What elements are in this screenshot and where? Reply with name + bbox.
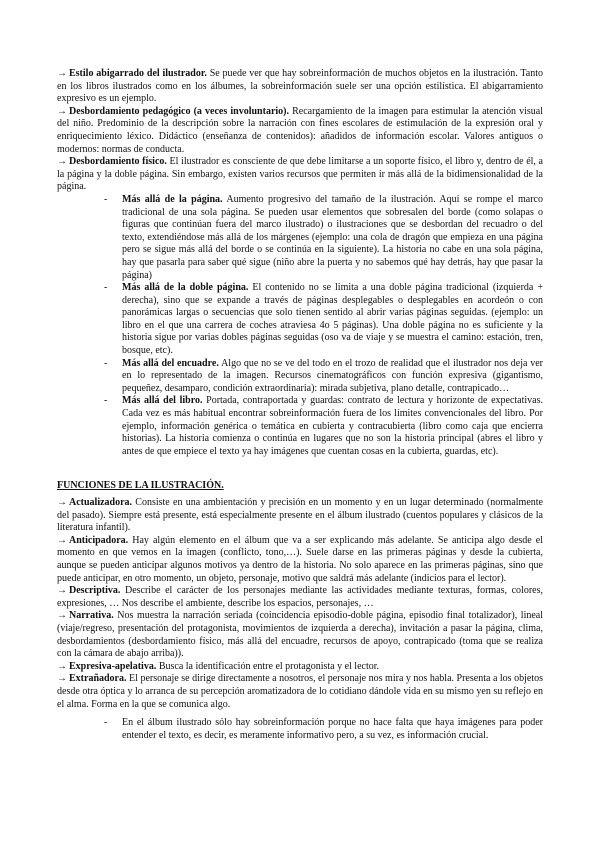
- paragraph-descriptiva: [57, 585, 543, 610]
- paragraph-title: Expresiva-apelativa.: [69, 660, 157, 672]
- list-item: [122, 282, 543, 358]
- paragraph-desbordamiento-pedagogico: [57, 106, 543, 156]
- arrow-icon: →: [57, 585, 67, 597]
- list-item-title: Más allá del libro.: [122, 395, 203, 407]
- paragraph-text: El ilustrador es consciente de que debe limitarse a un soporte físico, el libro y, dentro de él, a la página y la doble página. Sin embargo, existen varios recursos que permiten ir más allá de la bidimensionalidad de la página.: [57, 156, 543, 193]
- section-heading: [57, 480, 543, 493]
- paragraph-text: Nos muestra la narración seriada (coincidencia episodio-doble página, episodio final totalizador), lineal (viaje/regreso, presentación del protagonista, movimientos de izquierda a derecha), invitación a pasar la página, clima, desbordamientos (desbordamiento físico, más allá del encuadre, recursos de apoyo, contrapicado (toma que se realiza con la cámara de abajo arriba)).: [57, 610, 543, 660]
- paragraph-title: Extrañadora.: [69, 673, 127, 685]
- paragraph-text: Recargamiento de la imagen para estimular la atención visual del niño. Predominio de la descripción sobre la narración con fines escolares de estimulación de la expresión oral y enriquecimiento léxico. Didáctico (enseñanza de contenidos): añadidos de información escolar. Valores antiguos o modernos: normas de conducta.: [57, 105, 543, 155]
- paragraph-title: Descriptiva.: [69, 585, 121, 597]
- list-item-title: Más allá del encuadre.: [122, 357, 219, 369]
- extranadora-list: [57, 717, 543, 742]
- arrow-icon: →: [57, 660, 67, 672]
- list-item-title: Más allá de la doble página.: [122, 282, 249, 294]
- paragraph-title: Desbordamiento pedagógico (a veces involuntario).: [69, 105, 289, 117]
- paragraph-text: Busca la identificación entre el protagonista y el lector.: [156, 660, 380, 672]
- paragraph-desbordamiento-fisico: [57, 156, 543, 194]
- arrow-icon: →: [57, 68, 67, 79]
- paragraph-title: Estilo abigarrado del ilustrador.: [69, 68, 207, 79]
- arrow-icon: →: [57, 673, 67, 685]
- list-item-title: Más allá de la página.: [122, 193, 223, 205]
- paragraph-text: Describe el carácter de los personajes mediante las actividades mediante texturas, formas, colores, expresiones, … Nos describe el ambiente, describe los espacios, personajes, …: [57, 585, 543, 609]
- arrow-icon: →: [57, 105, 67, 117]
- paragraph-narrativa: [57, 610, 543, 660]
- list-item-text: En el álbum ilustrado sólo hay sobreinformación porque no hace falta que haya imágenes para poder entender el texto, es decir, es meramente informativo pero, a su vez, es información crucial.: [122, 717, 543, 741]
- list-item: [122, 395, 543, 458]
- list-item: [122, 358, 543, 396]
- desbordamiento-list: [57, 194, 543, 458]
- paragraph-text: Hay algún elemento en el álbum que va a ser explicando más adelante. Se anticipa algo desde el momento en que vemos en la imagen (conflicto, tono,…). Suele darse en las primeras páginas y desde la cubierta, aunque se pueden anticipar algunos motivos ya dentro de la historia. No solo aparece en las primeras páginas, sino que puede anticipar, en otro momento, un objeto, personaje, motivo que saldrá más adelante (indicios para el lector).: [57, 534, 543, 584]
- arrow-icon: →: [57, 534, 67, 546]
- list-item-text: El contenido no se limita a una doble página tradicional (izquierda + derecha), sino que se expande a través de páginas desplegables o desplegables en acordeón o con panorámicas largas o secuencias que solo tienen sentido al abrir varias páginas seguidas. (ejemplo: un libro en el que una carrera de coches atraviesa 4o 5 páginas). Una doble página no es suficiente y la historia sigue por varias dobles páginas seguidas (oso va de viaje y se muestra el camino: estación, tren, bosque, etc).: [122, 282, 543, 357]
- paragraph-title: Narrativa.: [69, 610, 114, 622]
- list-item: [122, 717, 543, 742]
- paragraph-text: El personaje se dirige directamente a nosotros, el personaje nos mira y nos habla. Presenta a los objetos desde otra óptica y lo arranca de su percepción aromatizadora de lo cotidiano dándole vida en su mismo yen su reflejo en el alma. Forma en la que se comunica algo.: [57, 673, 543, 710]
- list-item-text: Aumento progresivo del tamaño de la ilustración. Aquí se rompe el marco tradicional de una sola página. Se pueden usar elementos que sobresalen del borde (como solapas o figuras que continúan fuera del marco ilustrado) o ilustraciones que se desbordan del recuadro o del texto, extendiéndose más allá de los márgenes (ejemplo: una cola de dragón que empieza en una página pero se sigue más allá del borde o se continúa en la siguiente). La historia no cabe en una sola página, hay que pasarla para saber qué sigue (niño abre la puerta y no sabemos qué hay detrás, hay que pasar la página): [122, 193, 543, 281]
- list-item: [122, 194, 543, 282]
- paragraph-estilo-abigarrado: [57, 68, 543, 106]
- paragraph-actualizadora: [57, 497, 543, 535]
- section-title: FUNCIONES DE LA ILUSTRACIÓN.: [57, 480, 224, 492]
- arrow-icon: →: [57, 610, 67, 622]
- list-item-text: Portada, contraportada y guardas: contrato de lectura y horizonte de expectativas. Cada vez es más habitual encontrar sobreinformación fuera de los límites convencionales del libro. Por ejemplo, información genérica o temática en cubierta y contracubierta (libro como caja que encierra historias). La historia comienza o continúa en lugares que no son la historia principal (abres el libro y antes de que empiece el texto ya hay imágenes que cuentan cosas en la cubierta, guardas, etc).: [122, 395, 544, 457]
- paragraph-extranadora: [57, 673, 543, 711]
- paragraph-text: Se puede ver que hay sobreinformación de muchos objetos en la ilustración. Tanto en los libros ilustrados como en los álbumes, la sobreinformación suele ser una opción estilística. El abigarramiento expresivo es un ejemplo.: [57, 68, 543, 105]
- paragraph-text: Consiste en una ambientación y precisión en un momento y en un lugar determinado (normalmente del pasado). Siempre está presente, está especialmente presente en el álbum ilustrado (cuentos populares y clásicos de la literatura infantil).: [57, 497, 543, 534]
- paragraph-title: Desbordamiento físico.: [69, 156, 167, 168]
- paragraph-expresiva-apelativa: [57, 661, 543, 674]
- list-item-text: Algo que no se ve del todo en el trozo de realidad que el ilustrador nos deja ver en lo representado de la imagen. Recursos cinematográficos con función expresiva (gigantismo, pequeñez, desamparo, condición extraordinaria): mirada subjetiva, plano detalle, contrapicado…: [122, 357, 543, 394]
- paragraph-anticipadora: [57, 535, 543, 585]
- arrow-icon: →: [57, 497, 67, 508]
- arrow-icon: →: [57, 156, 67, 168]
- paragraph-title: Anticipadora.: [69, 534, 129, 546]
- paragraph-title: Actualizadora.: [69, 497, 133, 508]
